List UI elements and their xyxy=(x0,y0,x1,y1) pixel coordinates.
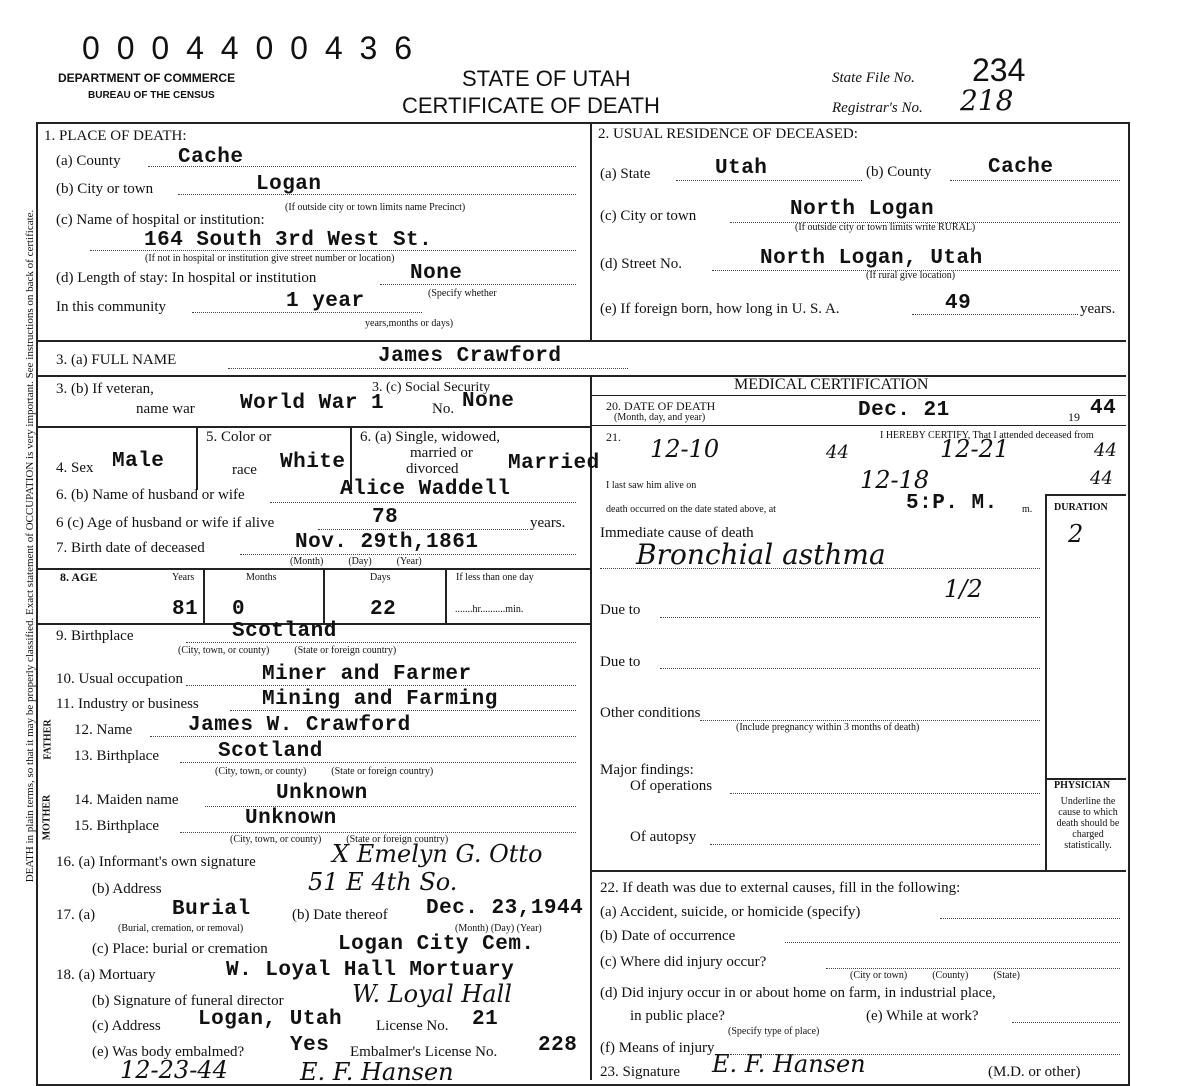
industry: Mining and Farming xyxy=(262,688,498,711)
birthplace: Scotland xyxy=(232,620,337,643)
serial-number: 0 0 0 4 4 0 0 4 3 6 xyxy=(82,30,416,66)
sig-label: 23. Signature xyxy=(600,1064,680,1080)
bp-label: 9. Birthplace xyxy=(56,628,134,644)
physician-signature: E. F. Hansen xyxy=(712,1050,866,1078)
embalmed: Yes xyxy=(290,1034,330,1057)
bureau-label: BUREAU OF THE CENSUS xyxy=(88,90,215,101)
ss: None xyxy=(462,390,515,413)
dod-sub: (Month, day, and year) xyxy=(614,412,706,423)
attend-to-yr: 44 xyxy=(1094,440,1117,461)
informant-signature: X Emelyn G. Otto xyxy=(332,840,543,868)
father-birthplace: Scotland xyxy=(218,740,323,763)
dod-label: 20. DATE OF DEATH xyxy=(606,399,716,413)
burial-place: Logan City Cem. xyxy=(338,933,535,956)
age-spouse: 78 xyxy=(372,506,399,529)
res-county: Cache xyxy=(988,156,1054,179)
place-heading: 1. PLACE OF DEATH: xyxy=(44,128,187,144)
place-comm: 1 year xyxy=(286,290,365,313)
res-state: Utah xyxy=(715,157,768,180)
vet-label2: name war xyxy=(136,401,195,417)
filed-date: 12-23-44 xyxy=(120,1056,228,1084)
due1-label: Due to xyxy=(600,602,641,618)
ext-c-sub: (City or town) (County) (State) xyxy=(850,970,1020,981)
last-seen: 12-18 xyxy=(860,466,930,494)
burial-label: 17. (a) xyxy=(56,907,96,923)
age-years: 81 xyxy=(172,598,199,621)
res-city-note: (If outside city or town limits write RURAL) xyxy=(795,222,976,233)
ext-e-label: (e) While at work? xyxy=(866,1008,979,1024)
other-note: (Include pregnancy within 3 months of death) xyxy=(736,722,920,733)
death-time: 5:P. M. xyxy=(906,492,998,515)
inf-sig-label: 16. (a) Informant's own signature xyxy=(56,854,256,870)
autopsy-label: Of autopsy xyxy=(630,829,697,845)
emb-lic-label: Embalmer's License No. xyxy=(350,1044,498,1060)
res-street-note: (If rural give location) xyxy=(866,270,956,281)
vet-label: 3. (b) If veteran, xyxy=(56,381,154,397)
dod-century: 19 xyxy=(1068,410,1080,424)
birth-sub: (Month) (Day) (Year) xyxy=(290,556,422,567)
ext-d-sub: (Specify type of place) xyxy=(728,1026,820,1037)
full-name: James Crawford xyxy=(378,345,562,368)
last-seen-yr: 44 xyxy=(1090,468,1113,489)
funeral-director-sig: W. Loyal Hall xyxy=(352,980,512,1008)
f-name-label: 12. Name xyxy=(74,722,133,738)
duration-head: DURATION xyxy=(1054,502,1108,513)
res-county-label: (b) County xyxy=(866,164,932,180)
res-foreign-label: (e) If foreign born, how long in U. S. A. xyxy=(600,301,840,317)
res-heading: 2. USUAL RESIDENCE OF DECEASED: xyxy=(598,126,858,142)
res-street: North Logan, Utah xyxy=(760,247,983,270)
place-hosp-note: (If not in hospital or institution give street number or location) xyxy=(145,253,395,264)
cert-label: 21. xyxy=(606,430,621,444)
attend-to: 12-21 xyxy=(940,435,1010,463)
emb-label: (e) Was body embalmed? xyxy=(92,1044,245,1060)
m-label: m. xyxy=(1022,504,1033,515)
father-name: James W. Crawford xyxy=(188,714,411,737)
physician-head: PHYSICIAN xyxy=(1054,780,1111,791)
age-months: 0 xyxy=(232,598,246,621)
mother-side: MOTHER xyxy=(41,794,53,841)
res-state-label: (a) State xyxy=(600,166,651,182)
attend-from: 12-10 xyxy=(650,435,720,463)
marital-status: Married xyxy=(508,452,600,475)
registrar-no: 218 xyxy=(960,84,1014,117)
last-label: I last saw him alive on xyxy=(606,480,697,491)
ext-b-label: (b) Date of occurrence xyxy=(600,928,736,944)
age-hrmin: .......hr..........min. xyxy=(455,604,524,615)
ss-label: 3. (c) Social Security xyxy=(372,380,491,395)
date-thereof-label: (b) Date thereof xyxy=(292,907,388,923)
place-county-label: (a) County xyxy=(56,153,121,169)
dept-label: DEPARTMENT OF COMMERCE xyxy=(58,71,236,85)
war: World War 1 xyxy=(240,392,385,415)
place-comm-label: In this community xyxy=(56,299,166,315)
sex: Male xyxy=(112,450,165,473)
occupation: Miner and Farmer xyxy=(262,663,472,686)
place-hosp-label: (c) Name of hospital or institution: xyxy=(56,212,265,228)
m-name-label: 14. Maiden name xyxy=(74,792,179,808)
age-years: years. xyxy=(530,515,566,531)
ops-label: Of operations xyxy=(630,778,713,794)
mort-addr-label: (c) Address xyxy=(92,1018,161,1034)
mortuary-address: Logan, Utah xyxy=(198,1008,343,1031)
age-days-h: Days xyxy=(370,572,391,583)
dod: Dec. 21 xyxy=(858,399,950,422)
cause-of-death: Bronchial asthma xyxy=(636,538,886,571)
burial-date: Dec. 23,1944 xyxy=(426,897,584,920)
spouse: Alice Waddell xyxy=(340,478,511,501)
res-street-label: (d) Street No. xyxy=(600,256,683,272)
status-label2: married or xyxy=(410,445,473,461)
age-less-h: If less than one day xyxy=(456,572,534,583)
place-spec: (Specify whether xyxy=(428,288,497,299)
age-days: 22 xyxy=(370,598,397,621)
ss-label2: No. xyxy=(432,401,455,417)
informant-address: 51 E 4th So. xyxy=(308,868,458,896)
physician-note: Underline the cause to which death should be charged statistically. xyxy=(1056,796,1120,851)
race: White xyxy=(280,451,346,474)
state-file-no: 234 xyxy=(972,52,1026,88)
burial: Burial xyxy=(172,898,251,921)
duration-value: 2 xyxy=(1068,520,1084,548)
f-bp-label: 13. Birthplace xyxy=(74,748,159,764)
father-side: FATHER xyxy=(42,719,54,760)
sex-label: 4. Sex xyxy=(56,460,94,476)
duration-value2: 1/2 xyxy=(944,575,983,603)
cert-text: I HEREBY CERTIFY, That I attended deceased from xyxy=(880,430,1094,441)
date-sub: (Month) (Day) (Year) xyxy=(455,923,542,934)
occ-label: 10. Usual occupation xyxy=(56,671,184,687)
place-city-note: (If outside city or town limits name Precinct) xyxy=(285,202,466,213)
license: 21 xyxy=(472,1008,499,1031)
mother-name: Unknown xyxy=(276,782,368,805)
occurred-label: death occurred on the date stated above, at xyxy=(606,504,776,515)
dod-year: 44 xyxy=(1090,397,1117,420)
birth-label: 7. Birth date of deceased xyxy=(56,540,205,556)
ext-f-label: (f) Means of injury xyxy=(600,1040,715,1056)
place-spec2: years,months or days) xyxy=(365,318,454,329)
f-bp-sub: (City, town, or county) (State or foreign country) xyxy=(215,766,434,777)
fd-label: (b) Signature of funeral director xyxy=(92,993,284,1009)
ext-d-label: (d) Did injury occur in or about home on farm, in industrial place, xyxy=(600,985,996,1001)
spouse-label: 6. (b) Name of husband or wife xyxy=(56,487,245,503)
other-label: Other conditions xyxy=(600,705,701,721)
state-file-label: State File No. xyxy=(832,70,915,86)
filed-sig: E. F. Hansen xyxy=(300,1058,454,1086)
mother-birthplace: Unknown xyxy=(245,807,337,830)
res-city-label: (c) City or town xyxy=(600,208,697,224)
imm-label: Immediate cause of death xyxy=(600,525,754,541)
age-months-h: Months xyxy=(246,572,277,583)
birth-date: Nov. 29th,1861 xyxy=(295,531,479,554)
res-foreign: 49 xyxy=(945,292,972,315)
ind-label: 11. Industry or business xyxy=(56,696,199,712)
name-label: 3. (a) FULL NAME xyxy=(56,352,177,368)
burial-sub: (Burial, cremation, or removal) xyxy=(118,923,244,934)
state-title: STATE OF UTAH xyxy=(462,66,631,91)
attend-from-yr: 44 xyxy=(826,442,849,463)
license-label: License No. xyxy=(376,1018,449,1034)
place-hosp: 164 South 3rd West St. xyxy=(144,229,433,252)
res-years: years. xyxy=(1080,301,1116,317)
inf-addr-label: (b) Address xyxy=(92,881,162,897)
mortuary: W. Loyal Hall Mortuary xyxy=(226,959,515,982)
cert-title: CERTIFICATE OF DEATH xyxy=(402,93,660,118)
place-county: Cache xyxy=(178,146,244,169)
medical-heading: MEDICAL CERTIFICATION xyxy=(734,376,929,393)
embalmer-license: 228 xyxy=(538,1034,578,1057)
age-years-h: Years xyxy=(172,572,195,583)
place-city-label: (b) City or town xyxy=(56,181,154,197)
ext-c-label: (c) Where did injury occur? xyxy=(600,954,767,970)
md-label: (M.D. or other) xyxy=(988,1064,1081,1080)
place-stay-label: (d) Length of stay: In hospital or institution xyxy=(56,270,317,286)
age-label: 8. AGE xyxy=(60,570,98,584)
major-label: Major findings: xyxy=(600,762,694,778)
race-label: race xyxy=(232,462,257,478)
ext-d-label2: in public place? xyxy=(630,1008,725,1024)
m-bp-sub: (City, town, or county) (State or foreign country) xyxy=(230,834,449,845)
registrar-label: Registrar's No. xyxy=(832,100,923,116)
burial-place-label: (c) Place: burial or cremation xyxy=(92,941,268,957)
color-label: 5. Color or xyxy=(206,429,272,445)
ext-a-label: (a) Accident, suicide, or homicide (specify) xyxy=(600,904,861,920)
age-spouse-label: 6 (c) Age of husband or wife if alive xyxy=(56,515,275,531)
place-stay: None xyxy=(410,262,463,285)
res-city: North Logan xyxy=(790,198,935,221)
m-bp-label: 15. Birthplace xyxy=(74,818,159,834)
bp-sub: (City, town, or county) (State or foreign country) xyxy=(178,645,397,656)
due2-label: Due to xyxy=(600,654,641,670)
ext-label: 22. If death was due to external causes, fill in the following: xyxy=(600,880,961,896)
mortuary-label: 18. (a) Mortuary xyxy=(56,967,156,983)
status-label3: divorced xyxy=(406,461,459,477)
place-city: Logan xyxy=(256,173,322,196)
side-instructions: DEATH in plain terms, so that it may be properly classified. Exact statement of OCCUPATION is very important. See instructions on back of certificate. xyxy=(24,209,36,883)
status-label: 6. (a) Single, widowed, xyxy=(360,429,500,445)
